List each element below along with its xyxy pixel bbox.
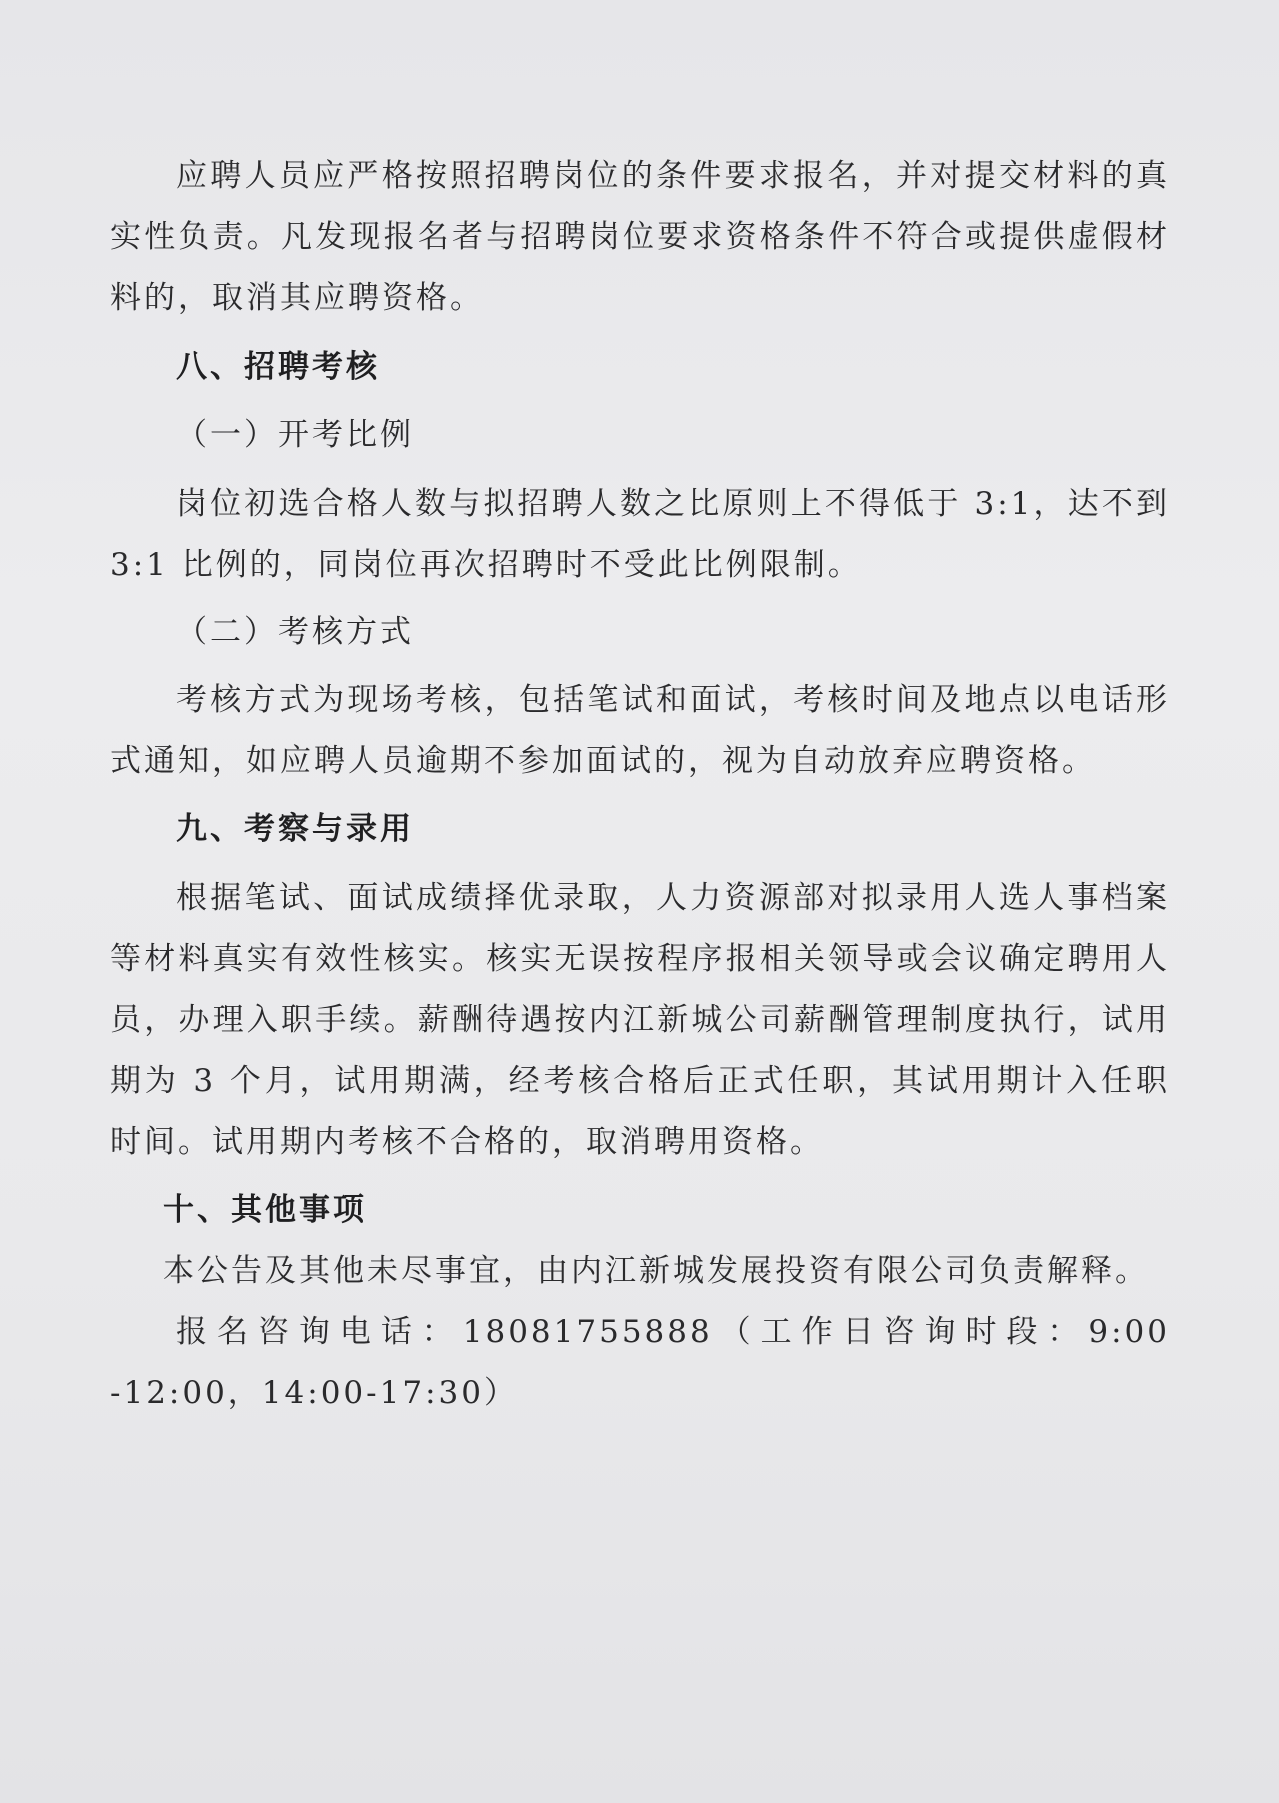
section-8-subheading-method: （二）考核方式 xyxy=(176,614,414,650)
contact-paragraph: 报名咨询电话：18081755888（工作日咨询时段：9:00 -12:00，14:00-17:30） xyxy=(110,1314,1170,1411)
qualification-paragraph: 应聘人员应严格按照招聘岗位的条件要求报名，并对提交材料的真实性负责。凡发现报名者与招聘岗位要求资格条件不符合或提供虚假材料的，取消其应聘资格。 xyxy=(110,158,1170,316)
section-8-heading: 八、招聘考核 xyxy=(176,349,380,385)
method-paragraph: 考核方式为现场考核，包括笔试和面试，考核时间及地点以电话形式通知，如应聘人员逾期不参加面试的，视为自动放弃应聘资格。 xyxy=(110,682,1170,779)
interpretation-paragraph: 本公告及其他未尽事宜，由内江新城发展投资有限公司负责解释。 xyxy=(163,1253,1149,1289)
section-8-subheading-ratio: （一）开考比例 xyxy=(176,417,414,453)
section-9-heading: 九、考察与录用 xyxy=(176,811,414,847)
employment-paragraph: 根据笔试、面试成绩择优录取，人力资源部对拟录用人选人事档案等材料真实有效性核实。核实无误按程序报相关领导或会议确定聘用人员，办理入职手续。薪酬待遇按内江新城公司薪酬管理制度执行，试用期为 3 个月，试用期满，经考核合格后正式任职，其试用期计入任职时间。试用期内考核不合格的，取消聘用资格。 xyxy=(110,880,1170,1160)
section-10-heading: 十、其他事项 xyxy=(163,1192,367,1228)
ratio-paragraph: 岗位初选合格人数与拟招聘人数之比原则上不得低于 3:1，达不到 3:1 比例的，同岗位再次招聘时不受此比例限制。 xyxy=(110,486,1170,583)
